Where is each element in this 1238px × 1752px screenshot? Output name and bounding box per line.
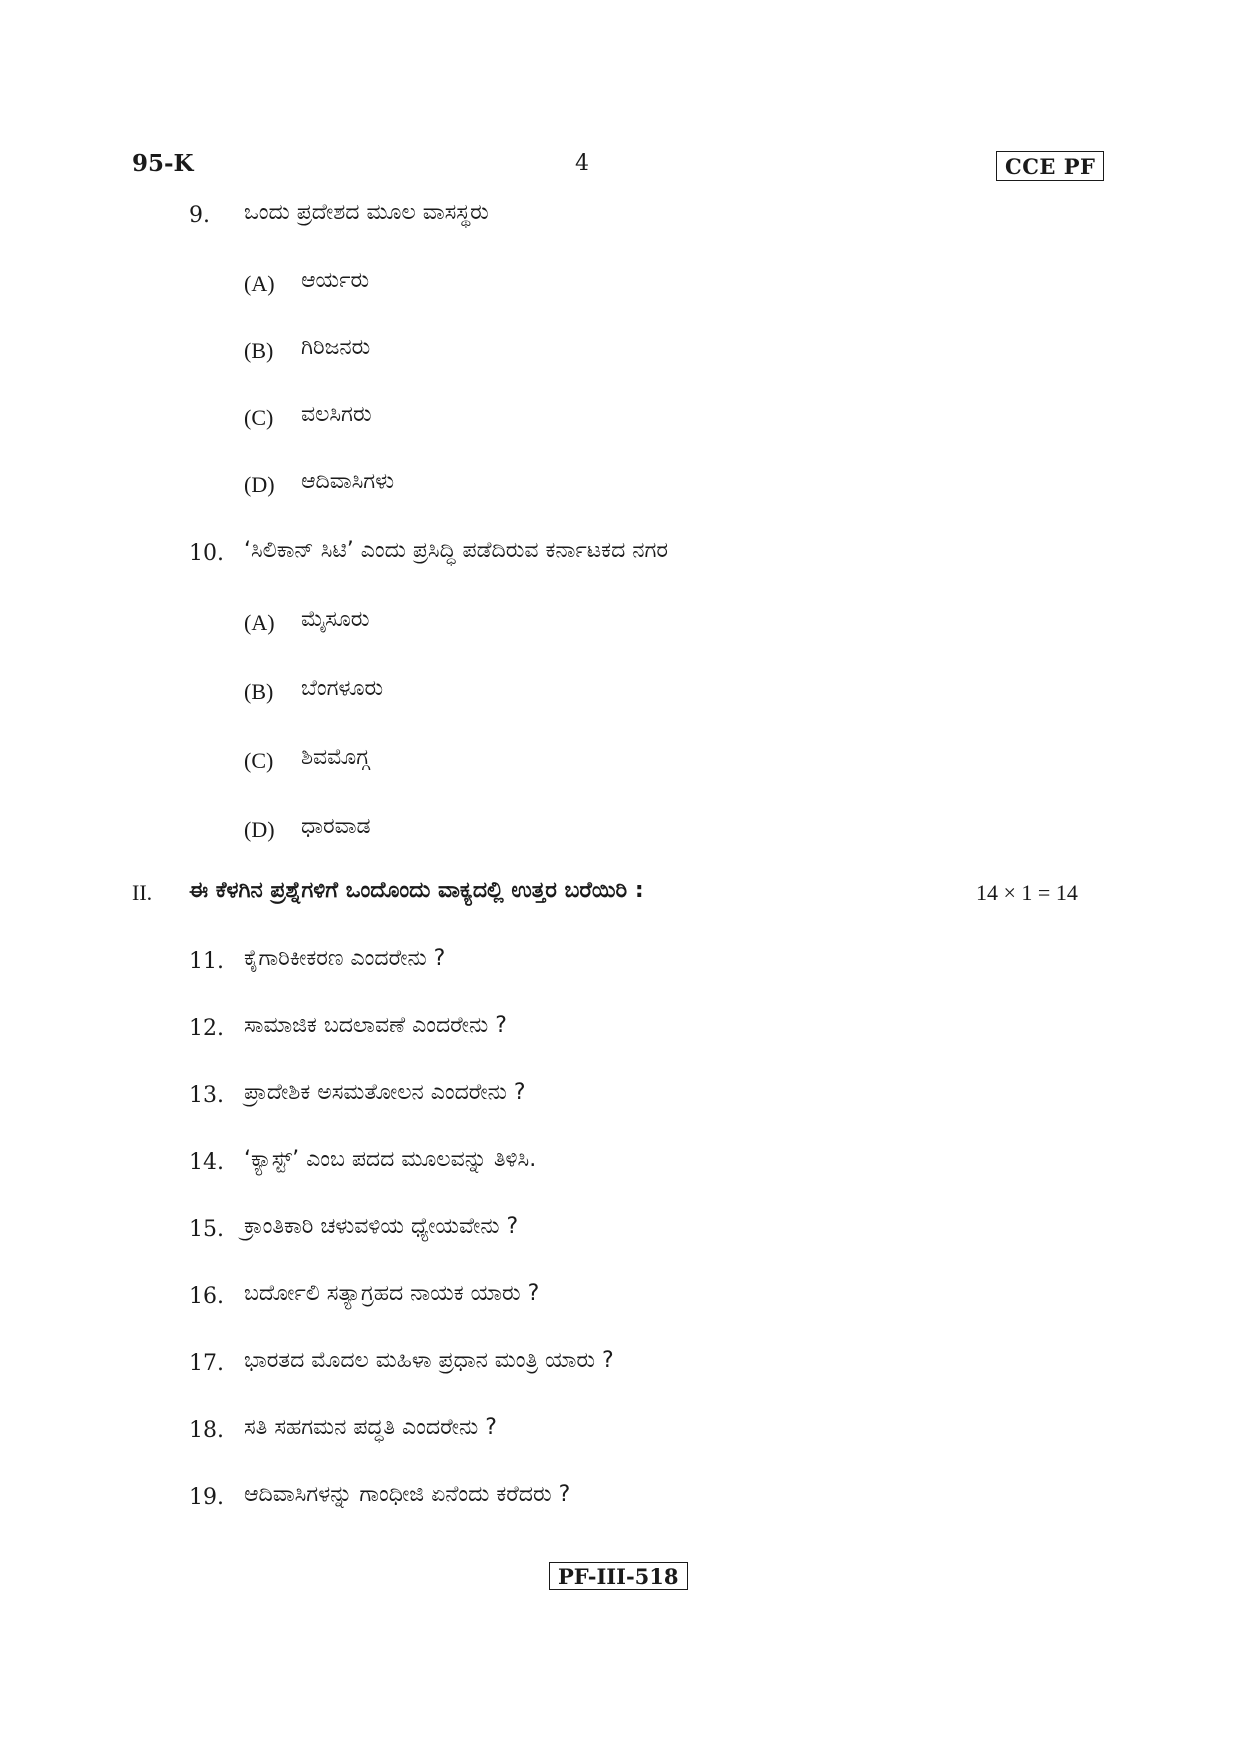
option-text: ಧಾರವಾಡ: [301, 814, 371, 839]
question-text: ಸಾಮಾಜಿಕ ಬದಲಾವಣೆ ಎಂದರೇನು ?: [244, 1013, 507, 1038]
page-number: 4: [575, 151, 589, 176]
option-label: (A): [244, 271, 275, 296]
section-marks: 14 × 1 = 14: [976, 880, 1078, 905]
question-text: ಆದಿವಾಸಿಗಳನ್ನು ಗಾಂಧೀಜಿ ಏನೆಂದು ಕರೆದರು ?: [244, 1482, 571, 1507]
question-text: ಬರ್ದೋಲಿ ಸತ್ಯಾಗ್ರಹದ ನಾಯಕ ಯಾರು ?: [244, 1281, 540, 1306]
section-instruction: ಈ ಕೆಳಗಿನ ಪ್ರಶ್ನೆಗಳಿಗೆ ಒಂದೊಂದು ವಾಕ್ಯದಲ್ಲಿ ಉತ್ತರ ಬರೆಯಿರಿ :: [189, 878, 644, 903]
question-number: 18.: [189, 1418, 224, 1443]
section-number: II.: [132, 880, 153, 905]
question-number: 19.: [189, 1485, 224, 1510]
option-label: (D): [244, 472, 275, 497]
question-text: ‘ಕ್ಯಾಸ್ಟ್’ ಎಂಬ ಪದದ ಮೂಲವನ್ನು ತಿಳಿಸಿ.: [244, 1147, 537, 1172]
option-label: (C): [244, 748, 274, 773]
option-text: ವಲಸಿಗರು: [301, 402, 372, 427]
question-number: 14.: [189, 1150, 224, 1175]
question-number: 11.: [189, 949, 224, 974]
question-text: ಸತಿ ಸಹಗಮನ ಪದ್ಧತಿ ಎಂದರೇನು ?: [244, 1415, 497, 1440]
option-text: ಆದಿವಾಸಿಗಳು: [301, 469, 395, 494]
question-text: ಕ್ರಾಂತಿಕಾರಿ ಚಳುವಳಿಯ ಧ್ಯೇಯವೇನು ?: [244, 1214, 519, 1239]
question-text: ಭಾರತದ ಮೊದಲ ಮಹಿಳಾ ಪ್ರಧಾನ ಮಂತ್ರಿ ಯಾರು ?: [244, 1348, 614, 1373]
question-number: 16.: [189, 1284, 224, 1309]
question-number: 13.: [189, 1083, 224, 1108]
question-text: ಪ್ರಾದೇಶಿಕ ಅಸಮತೋಲನ ಎಂದರೇನು ?: [244, 1080, 526, 1105]
option-text: ಬೆಂಗಳೂರು: [301, 676, 384, 701]
footer-code-box: PF-III-518: [549, 1562, 688, 1590]
series-code-box: CCE PF: [996, 151, 1104, 181]
question-number: 15.: [189, 1217, 224, 1242]
paper-code: 95-K: [132, 150, 194, 177]
option-label: (B): [244, 679, 274, 704]
option-label: (B): [244, 338, 274, 363]
option-label: (C): [244, 405, 274, 430]
question-text: ‘ಸಿಲಿಕಾನ್ ಸಿಟಿ’ ಎಂದು ಪ್ರಸಿದ್ಧಿ ಪಡೆದಿರುವ ಕರ್ನಾಟಕದ ನಗರ: [244, 538, 669, 563]
question-text: ಒಂದು ಪ್ರದೇಶದ ಮೂಲ ವಾಸಸ್ಥರು: [244, 200, 489, 225]
question-text: ಕೈಗಾರಿಕೀಕರಣ ಎಂದರೇನು ?: [244, 946, 446, 971]
option-text: ಆರ್ಯರು: [301, 268, 370, 293]
question-number: 10.: [189, 541, 224, 566]
question-number: 12.: [189, 1016, 224, 1041]
question-number: 9.: [189, 203, 210, 228]
option-text: ಶಿವಮೊಗ್ಗ: [301, 745, 370, 770]
option-text: ಮೈಸೂರು: [301, 607, 370, 632]
option-label: (A): [244, 610, 275, 635]
question-number: 17.: [189, 1351, 224, 1376]
option-text: ಗಿರಿಜನರು: [301, 335, 371, 360]
option-label: (D): [244, 817, 275, 842]
